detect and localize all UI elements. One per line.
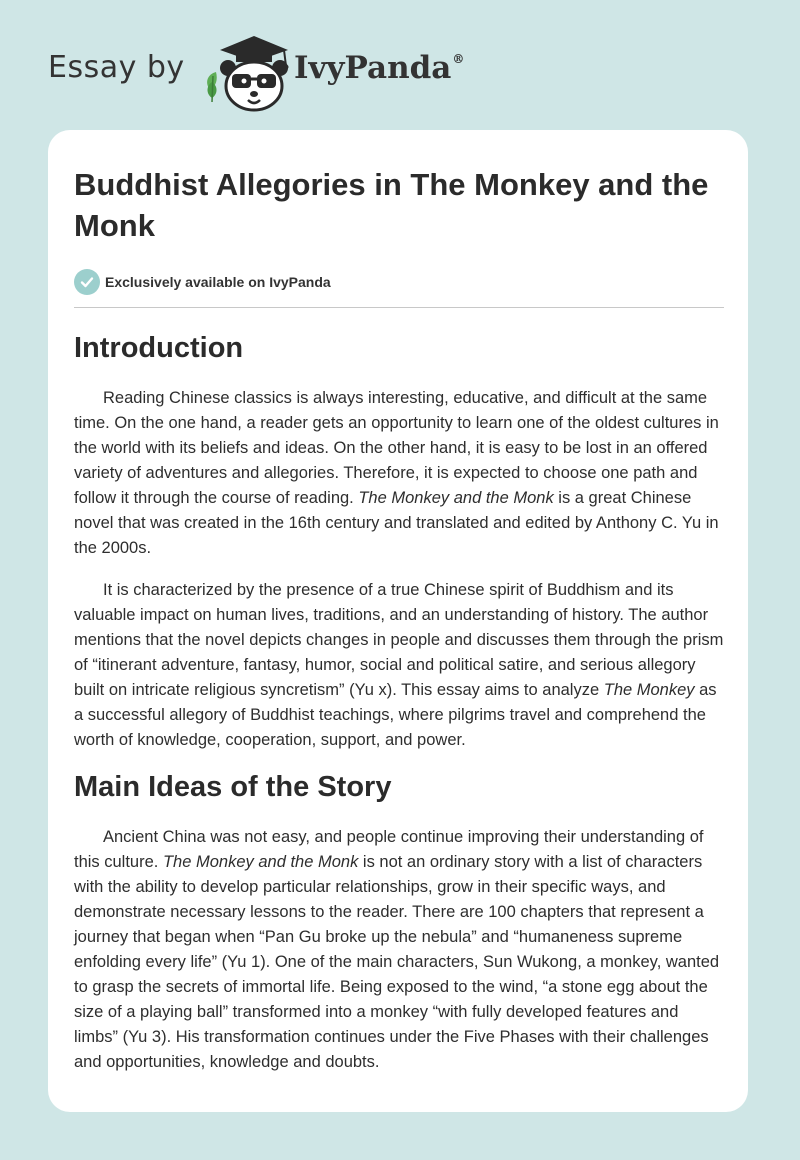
site-header <box>48 28 508 108</box>
panda-graduate-icon[interactable] <box>200 32 292 114</box>
brand-name[interactable]: IvyPanda® <box>294 50 465 86</box>
essay-by-label: Essay by <box>48 50 185 85</box>
check-circle-icon <box>74 269 100 295</box>
registered-mark: ® <box>452 52 465 66</box>
paragraph: It is characterized by the presence of a true Chinese spirit of Buddhism and its valuable impact on human lives, traditions, and an understanding of history. The author mentions that the novel depicts changes in people and discusses them through the prism of “itinerant adventure, fantasy, humor, social and political satire, and serious allegory built on intricate religious syncretism” (Yu x). This essay aims to analyze The Monkey as a successful allegory of Buddhist teachings, where pilgrims travel and comprehend the worth of knowledge, cooperation, support, and power. <box>74 581 724 749</box>
paragraph: Ancient China was not easy, and people continue improving their understanding of this culture. The Monkey and the Monk is not an ordinary story with a list of characters with the ability to develop particular relationships, grow in their specific ways, and demonstrate necessary lessons to the reader. There are 100 chapters that represent a journey that began when “Pan Gu broke up the nebula” and “humaneness supreme enfolding every life” (Yu 1). One of the main characters, Sun Wukong, a monkey, wanted to grasp the secrets of immortal life. Being exposed to the wind, “a stone egg about the size of a playing ball” transformed into a monkey “with fully developed features and limbs” (Yu 3). His transformation continues under the Five Phases with their challenges and opportunities, knowledge and doubts. <box>74 828 720 1071</box>
exclusive-badge <box>74 269 724 295</box>
title-divider <box>74 307 724 308</box>
section-heading-introduction: Introduction <box>74 332 244 364</box>
essay-card <box>48 130 748 1112</box>
essay-title: Buddhist Allegories in The Monkey and the Monk <box>74 167 709 243</box>
exclusive-badge-text: Exclusively available on IvyPanda <box>105 274 331 290</box>
leaf-icon <box>207 72 217 102</box>
paragraph: Reading Chinese classics is always interesting, educative, and difficult at the same time. On the one hand, a reader gets an opportunity to learn one of the oldest cultures in the world with its beliefs and ideas. On the other hand, it is easy to be lost in an offered variety of adventures and allegories. Therefore, it is expected to choose one path and follow it through the course of reading. The Monkey and the Monk is a great Chinese novel that was created in the 16th century and translated and edited by Anthony C. Yu in the 2000s. <box>74 389 719 557</box>
essay-content <box>74 164 724 1075</box>
section-heading-main-ideas: Main Ideas of the Story <box>74 771 392 803</box>
